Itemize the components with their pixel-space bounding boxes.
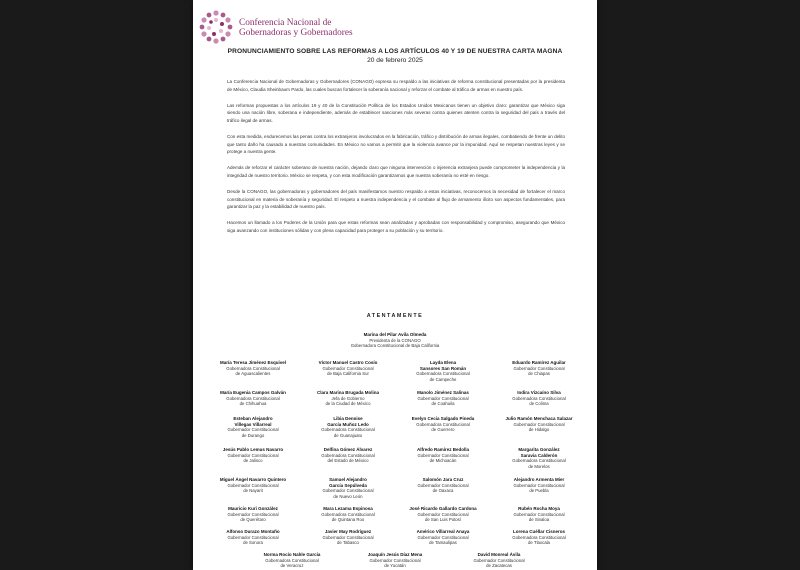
signatory-state: de Quintana Roo bbox=[331, 517, 365, 523]
paragraph: Hacemos un llamado a los Poderes de la Unión para que estas reformas sean analizadas y aprobadas con responsabilidad y compromiso, asegurando que México siga avanzando con instituciones sólidas y con plena capacidad para proteger a su población y su territorio. bbox=[227, 220, 565, 233]
signatory-state: de Sonora bbox=[243, 540, 263, 546]
signatory-role: Gobernadora Constitucional bbox=[321, 427, 375, 433]
signatory-role: Gobernador Constitucional bbox=[513, 511, 565, 517]
signature-block bbox=[298, 390, 398, 407]
signatory-name: Mara Lezama Espinosa bbox=[323, 506, 373, 511]
signatory-name-line2: García Sepúlveda bbox=[329, 482, 367, 488]
signatory-name-line2: Saravia Calderón bbox=[520, 452, 558, 458]
signature-block bbox=[298, 447, 398, 464]
signatory-state: de San Luis Potosí bbox=[424, 517, 462, 523]
paragraph: Desde la CONAGO, las gobernadoras y gobernadores del país manifestamos nuestro respaldo a estas iniciativas, reconocemos la necesidad de fortalecer el marco constitucional en materia de soberanía y seguridad. El respeto a nuestra independencia y el combate al flujo de armamento ilícito son aspectos fundamentales, para garantizar la paz y la estabilidad de nuestro país. bbox=[227, 188, 565, 210]
signature-block bbox=[393, 506, 493, 523]
signatory-role: Gobernadora Constitucional bbox=[512, 395, 566, 401]
signatory-state: Gobernadora Constitucional de Baja California bbox=[350, 343, 440, 349]
signatory-role: Gobernador Constitucional bbox=[227, 534, 279, 540]
signatory-state: de Baja California Sur bbox=[327, 371, 369, 377]
signature-block bbox=[205, 416, 301, 438]
signatory-role: Gobernador Constitucional bbox=[417, 482, 469, 488]
signatory-state: de Morelos bbox=[528, 463, 550, 469]
signature-block bbox=[489, 416, 589, 433]
signatory-name: Lorena Cuéllar Cisneros bbox=[512, 529, 566, 534]
signature-block bbox=[205, 477, 301, 494]
signatory-name: Alfonso Durazo Montaño bbox=[226, 529, 280, 534]
signatory-name-line2: García Muñoz Ledo bbox=[327, 421, 369, 427]
document-title: PRONUNCIAMIENTO SOBRE LAS REFORMAS A LOS ARTÍCULOS 40 Y 19 DE NUESTRA CARTA MAGNA bbox=[227, 48, 563, 55]
signatory-state: de Tamaulipas bbox=[429, 540, 457, 546]
signatory-role: Gobernador Constitucional bbox=[417, 534, 469, 540]
signature-block bbox=[205, 360, 301, 377]
paragraph: Con esta medida, endurecemos las penas contra los extranjeros involucrados en la fabricación, tráfico y distribución de armas ilegales, combatiendo de frente un delito que tanto daño ha causado a nuestras comunidades. En México no vamos a permitir que la violencia avance por la impunidad. Aquí se respetan nuestras leyes y se protege a nuestra gente. bbox=[227, 133, 565, 155]
org-name-line1: Conferencia Nacional de bbox=[239, 18, 332, 28]
signature-block bbox=[205, 529, 301, 546]
signatory-name: Eduardo Ramírez Aguilar bbox=[512, 360, 566, 365]
signatory-name: Rubén Rocha Moya bbox=[518, 506, 560, 511]
signatory-state: de Zacatecas bbox=[486, 563, 512, 569]
signatory-state: de Nuevo León bbox=[333, 493, 363, 499]
signatory-name: Norma Rocío Nahle García bbox=[263, 552, 321, 557]
signatory-state: de Guanajuato bbox=[333, 432, 363, 438]
signatory-name: Jesús Pablo Lemus Navarro bbox=[222, 447, 284, 452]
signatory-role: Gobernador Constitucional bbox=[322, 365, 374, 371]
signatory-state: de Tabasco bbox=[337, 540, 359, 546]
signatory-state: de Puebla bbox=[529, 488, 549, 494]
signatory-role: Gobernador Constitucional bbox=[513, 482, 565, 488]
signatory-name: José Ricardo Gallardo Cardona bbox=[409, 506, 477, 511]
signature-block bbox=[298, 506, 398, 523]
signatory-role: Gobernadora Constitucional bbox=[226, 395, 280, 401]
signatory-name: Indira Vizcaíno Silva bbox=[517, 390, 561, 395]
signatory-state: de Tlaxcala bbox=[528, 540, 550, 546]
signature-block bbox=[489, 477, 589, 494]
signatory-role: Gobernadora Constitucional bbox=[226, 365, 280, 371]
signatory-role: Gobernadora Constitucional bbox=[321, 452, 375, 458]
document-page bbox=[193, 0, 597, 570]
conago-header bbox=[199, 10, 399, 44]
signatory-role: Gobernador Constitucional bbox=[322, 488, 374, 494]
org-name bbox=[239, 18, 409, 38]
signatory-name: María Eugenia Campos Galván bbox=[220, 390, 286, 395]
signatory-name: Miguel Ángel Navarro Quintero bbox=[219, 477, 287, 482]
signatory-name: Delfina Gómez Álvarez bbox=[323, 447, 373, 452]
signatory-role: Gobernador Constitucional bbox=[417, 452, 469, 458]
signature-block bbox=[489, 447, 589, 469]
signature-block bbox=[393, 447, 493, 464]
signatory-state: de Oaxaca bbox=[432, 488, 454, 494]
document-body bbox=[227, 78, 565, 243]
signatory-name: Esteban Alejandro bbox=[233, 416, 273, 421]
signatory-role: Gobernador Constitucional bbox=[513, 365, 565, 371]
signatory-role: Gobernadora Constitucional bbox=[321, 511, 375, 517]
signature-block bbox=[393, 390, 493, 407]
signatory-state: de Chiapas bbox=[528, 371, 550, 377]
signatory-state: de Michoacán bbox=[429, 458, 457, 464]
paragraph: Las reformas propuestas a los artículos 19 y 40 de la Constitución Política de los Estados Unidos Mexicanos tienen un objetivo claro: garantizar que México siga siendo una nación libre, soberana e independiente, además de establecer sanciones más severas contra quienes atenten contra la seguridad del país a través del tráfico ilegal de armas. bbox=[227, 102, 565, 123]
signatory-role: Gobernador Constitucional bbox=[227, 427, 279, 433]
signatory-role: Gobernador Constitucional bbox=[417, 511, 469, 517]
signatory-state: del Estado de México bbox=[327, 458, 369, 464]
signatory-name: Layda Elena bbox=[429, 360, 457, 365]
signatory-name: Alfredo Ramírez Bedolla bbox=[416, 447, 469, 452]
paragraph: Además de reforzar el carácter soberano de nuestra nación, dejando claro que ninguna intervención o injerencia extranjera puede comprometer la independencia y la integridad de nuestro territorio. México se respeta, y con esta modificación garantizamos que nuestra soberanía no esté en riesgo. bbox=[227, 165, 565, 178]
signatory-state: de Veracruz bbox=[280, 563, 304, 569]
signature-block bbox=[393, 360, 493, 382]
signatory-state: de Aguascalientes bbox=[235, 371, 271, 377]
signature-block bbox=[489, 506, 589, 523]
signature-block bbox=[393, 416, 493, 433]
signature-block bbox=[298, 360, 398, 377]
document-date: 20 de febrero 2025 bbox=[367, 57, 423, 64]
signatory-role: Gobernador Constitucional bbox=[227, 452, 279, 458]
signatory-state: de Colima bbox=[529, 401, 549, 407]
signature-block bbox=[489, 360, 589, 377]
signature-block bbox=[489, 390, 589, 407]
signatory-role: Gobernadora Constitucional bbox=[512, 534, 566, 540]
signature-block bbox=[443, 552, 555, 569]
signatory-name: Mauricio Kuri González bbox=[228, 506, 278, 511]
signatory-name: Margarita González bbox=[518, 447, 560, 452]
paragraph: La Conferencia Nacional de Gobernadoras y Gobernadores (CONAGO) expresa su respaldo a las iniciativas de reforma constitucional presentadas por la presidenta de México, Claudia Sheinbaum Pardo, las cuales buscan fortalecer la soberanía nacional y reforzar el combate al tráfico de armas en nuestro país. bbox=[227, 79, 565, 92]
signatory-role: Gobernador Constitucional bbox=[227, 511, 279, 517]
signature-president bbox=[295, 332, 495, 349]
signatory-state: de Sinaloa bbox=[528, 517, 550, 523]
signature-block bbox=[237, 552, 347, 569]
signatory-role: Gobernador Constitucional bbox=[369, 557, 421, 563]
signatory-role: Gobernadora Constitucional bbox=[265, 557, 319, 563]
signatory-state: de Jalisco bbox=[243, 458, 263, 464]
signatory-name: David Monreal Ávila bbox=[477, 552, 521, 557]
signatory-state: de Coahuila bbox=[431, 401, 455, 407]
conago-logo-icon bbox=[199, 10, 233, 44]
signatory-state: de Querétaro bbox=[240, 517, 266, 523]
signatory-state: de Durango bbox=[241, 432, 265, 438]
signatory-role: Presidenta de la CONAGO bbox=[369, 337, 421, 343]
signatory-name: Javier May Rodríguez bbox=[324, 529, 372, 534]
signatory-role: Gobernadora Constitucional bbox=[416, 371, 470, 377]
signatory-name: Víctor Manuel Castro Cosío bbox=[318, 360, 378, 365]
signatory-role: Gobernador Constitucional bbox=[473, 557, 525, 563]
signature-block bbox=[298, 416, 398, 438]
signature-block bbox=[339, 552, 451, 569]
signatory-state: de Guerrero bbox=[431, 427, 455, 433]
signature-block bbox=[393, 529, 493, 546]
signatory-state: de Campeche bbox=[429, 376, 457, 382]
signatory-state: de Yucatán bbox=[384, 563, 406, 569]
signatory-name: Manolo Jiménez Salinas bbox=[417, 390, 469, 395]
signatory-name-line2: Villegas Villarreal bbox=[234, 421, 272, 427]
org-name-line2: Gobernadoras y Gobernadores bbox=[239, 28, 353, 38]
signatory-role: Gobernadora Constitucional bbox=[416, 421, 470, 427]
signatory-name: María Teresa Jiménez Esquivel bbox=[220, 360, 286, 365]
signature-block bbox=[393, 477, 493, 494]
signature-block bbox=[205, 390, 301, 407]
signatory-name: Joaquín Jesús Díaz Mena bbox=[367, 552, 423, 557]
signatory-name: Samuel Alejandro bbox=[329, 477, 367, 482]
signatory-name: Julio Ramón Menchaca Salazar bbox=[505, 416, 573, 421]
signatory-role: Gobernador Constitucional bbox=[513, 421, 565, 427]
signature-block bbox=[298, 529, 398, 546]
signatory-name: Clara Marina Brugada Molina bbox=[316, 390, 379, 395]
signatory-name: Salomón Jara Cruz bbox=[422, 477, 464, 482]
signatory-state: de Chihuahua bbox=[239, 401, 267, 407]
signatory-role: Gobernador Constitucional bbox=[322, 534, 374, 540]
closing-atentamente: ATENTAMENTE bbox=[366, 313, 424, 319]
signatory-name: Américo Villarreal Anaya bbox=[416, 529, 470, 534]
signatory-role: Gobernador Constitucional bbox=[227, 482, 279, 488]
signature-block bbox=[489, 529, 589, 546]
signatory-name: Evelyn Cecia Salgado Pineda bbox=[411, 416, 475, 421]
signatory-name: Marina del Pilar Avila Olmeda bbox=[363, 332, 427, 337]
signatory-state: de Nayarit bbox=[243, 488, 263, 494]
signatory-role: Gobernadora Constitucional bbox=[512, 458, 566, 464]
signature-block bbox=[205, 506, 301, 523]
signatory-role: Gobernador Constitucional bbox=[417, 395, 469, 401]
signature-block bbox=[298, 477, 398, 499]
signatory-state: de Hidalgo bbox=[528, 427, 550, 433]
signatory-name: Alejandro Armenta Mier bbox=[513, 477, 565, 482]
signatory-state: de la Ciudad de México bbox=[325, 401, 371, 407]
signature-block bbox=[205, 447, 301, 464]
signatory-name: Libia Dennise bbox=[333, 416, 363, 421]
signatory-name-line2: Sansores San Román bbox=[419, 365, 467, 371]
signatory-role: Jefa de Gobierno bbox=[331, 395, 365, 401]
